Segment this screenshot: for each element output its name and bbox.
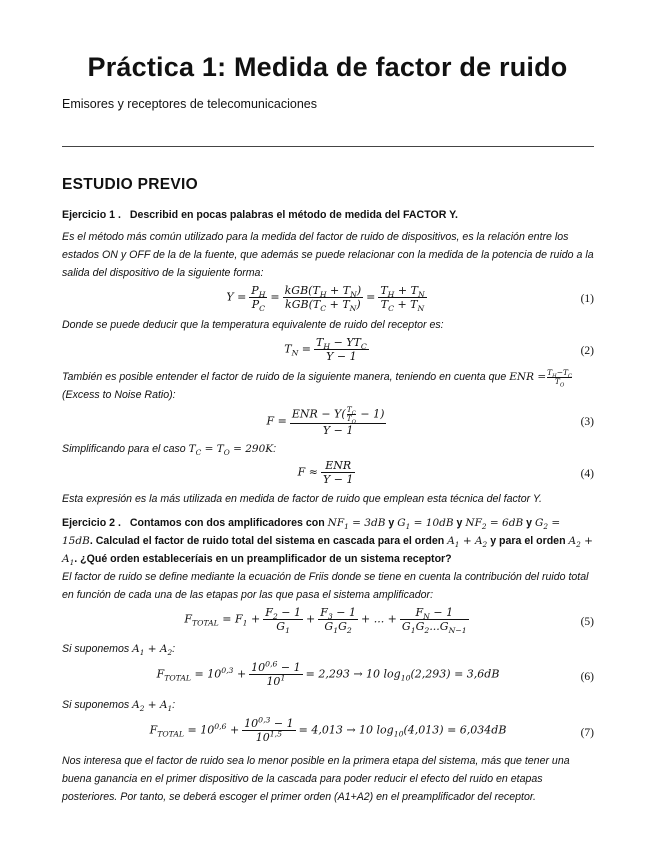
exercise-2-paragraph-4: Nos interesa que el factor de ruido sea lo menor posible en la primera etapa del sistema, más que tener una buena ganancia en el primer dispositivo de la cascada para poder reducir el efecto del ruido en etapas posteriores. Por tanto, se deberá escoger el primer orden (A1+A2) en el preamplificador del receptor. xyxy=(62,755,570,803)
exercise-2-paragraph-2: Si suponemos $A_1 + A_2$: xyxy=(62,643,176,658)
exercise-1-label: Ejercicio 1 . xyxy=(62,209,121,221)
exercise-2-paragraph-1: El factor de ruido se define mediante la ecuación de Friis donde se tiene en cuenta la contribución del ruido total en función de cada una de las etapas por las que pasa el sistema amplificador: xyxy=(62,571,589,601)
equation-4: F ≈ $\frac{\text{ENR}}{Y - 1}$ (4) xyxy=(297,459,594,486)
equation-4-number: (4) xyxy=(580,468,594,480)
equation-3-number: (3) xyxy=(580,416,594,428)
equation-1: Y = $\frac{P_H}{P_C}$ = $\frac{kGB(T_H + T_N)}{kGB(T_C + T_N)}$ = $\frac{T_H + T_N}{T_C + T_N}$ (1) xyxy=(226,284,594,314)
equation-2: $T_N$ = $\frac{T_H - YT_C}{Y - 1}$ (2) xyxy=(284,336,594,363)
exercise-1-question-text: Describid en pocas palabras el método de medida del FACTOR Y. xyxy=(129,209,458,221)
title-divider xyxy=(62,146,594,147)
document-title: Práctica 1: Medida de factor de ruido xyxy=(87,52,568,82)
exercise-1-paragraph-4: Simplificando para el caso $T_C = T_O = 290K$: xyxy=(62,443,277,458)
exercise-1-paragraph-2: Donde se puede deducir que la temperatura equivalente de ruido del receptor es: xyxy=(62,319,444,331)
equation-1-number: (1) xyxy=(580,293,594,305)
equation-3: F = ENR − Y( $\frac{T_C}{T_O}$ − 1) Y − 1 (3) xyxy=(266,405,594,437)
exercise-2-paragraph-3: Si suponemos $A_2 + A_1$: xyxy=(62,699,176,714)
exercise-1-question xyxy=(62,206,594,224)
equation-5-number: (5) xyxy=(580,616,594,628)
equation-7-number: (7) xyxy=(580,727,594,739)
equation-7: $F_{TOTAL} = 10^{0,6}$ + $\frac{10^{0,3} - 1}{10^{1,5}}$ = 4,013 → 10 $\log_{10}(4,013) = 6,034dB$ (7) xyxy=(149,715,594,744)
exercise-2-question: Ejercicio 2 . Contamos con dos amplificadores con $NF_1 = 3dB$ y $G_1 = 10dB$ y $NF_2 = 6dB$ y $G_2 = 15dB$. Calculad el factor de ruido total del sistema en cascada para el orden $A_1 + A_2$ y para el orden $A_2 + A_1$. ¿Qué orden estableceríais en un preamplificador de un sistema receptor? xyxy=(62,517,593,568)
equation-6: $F_{TOTAL} = 10^{0,3}$ + $\frac{10^{0,6} - 1}{10^1}$ = 2,293 → 10 $\log_{10}(2,293) = 3,6dB$ (6) xyxy=(156,659,594,688)
document-subtitle: Emisores y receptores de telecomunicaciones xyxy=(62,97,317,111)
equation-6-number: (6) xyxy=(580,671,594,683)
exercise-1-paragraph-5: Esta expresión es la más utilizada en medida de factor de ruido que emplean esta técnica del factor Y. xyxy=(62,493,542,505)
exercise-1-paragraph-3: También es posible entender el factor de ruido de la siguiente manera, teniendo en cuenta que ENR = $\frac{T_H-T_C}{T_O}$ (Excess to Noise Ratio): xyxy=(62,367,573,401)
exercise-1-paragraph-1: Es el método más común utilizado para la medida del factor de ruido de dispositivos, es la relación entre los estados ON y OFF de la de la fuente, que además se puede relacionar con la medida de la potencia de ruido a la salida del dispositivo de la siguiente forma: xyxy=(62,231,594,279)
equation-2-number: (2) xyxy=(580,345,594,357)
equation-5: $F_{TOTAL} = F_1$ + $\frac{F_2 - 1}{G_1}$ + $\frac{F_3 - 1}{G_1G_2}$ + ... + $\frac{F_N - 1}{G_1G_2...G_{N-1}}$ (5) xyxy=(184,606,594,636)
document-body xyxy=(62,206,594,806)
section-heading: ESTUDIO PREVIO xyxy=(62,176,198,193)
exercise-2-label: Ejercicio 2 . xyxy=(62,517,121,529)
